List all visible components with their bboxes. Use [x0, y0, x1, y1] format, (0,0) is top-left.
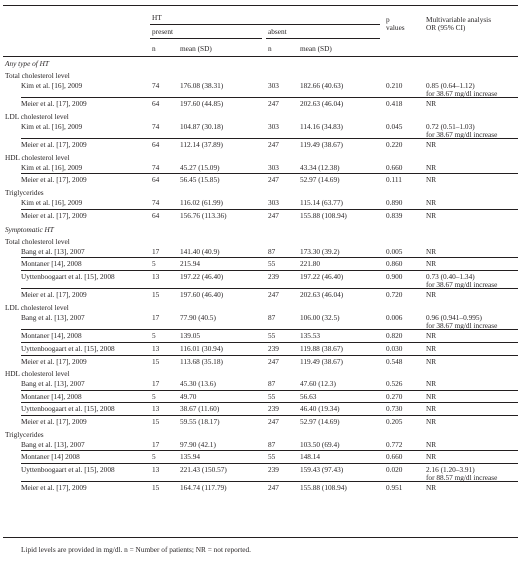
- absent-n-cell: 303: [268, 197, 279, 207]
- absent-mean-cell: 159.43 (97.43): [300, 464, 344, 474]
- absent-n-cell: 303: [268, 162, 279, 172]
- present-mean-cell: 116.02 (61.99): [180, 197, 223, 207]
- header-present-rule: [150, 38, 262, 39]
- odds-ratio-cell: NR: [426, 404, 437, 414]
- absent-n-cell: 247: [268, 140, 279, 150]
- present-mean-cell: 221.43 (150.57): [180, 464, 227, 474]
- row-separator: [21, 288, 518, 289]
- study-cell: Bang et al. [13], 2007: [21, 379, 85, 389]
- present-n-cell: 74: [152, 121, 160, 131]
- header-ht: HT: [152, 13, 162, 22]
- absent-mean-cell: 148.14: [300, 452, 321, 462]
- p-value-cell: 0.526: [386, 379, 403, 389]
- present-mean-cell: 45.27 (15.09): [180, 162, 220, 172]
- study-cell: Meier et al. [17], 2009: [21, 99, 87, 108]
- header-n-absent: n: [268, 44, 272, 53]
- p-value-cell: 0.860: [386, 259, 403, 269]
- header-absent: absent: [268, 27, 287, 36]
- p-value-cell: 0.418: [386, 99, 403, 108]
- absent-n-cell: 239: [268, 271, 279, 281]
- p-value-cell: 0.111: [386, 175, 402, 185]
- present-n-cell: 17: [152, 246, 160, 256]
- row-separator: [21, 402, 518, 403]
- odds-ratio-cell: NR: [426, 99, 437, 108]
- absent-mean-cell: 197.22 (46.40): [300, 271, 344, 281]
- present-n-cell: 5: [152, 259, 156, 269]
- present-n-cell: 15: [152, 417, 160, 426]
- present-mean-cell: 112.14 (37.89): [180, 140, 223, 150]
- present-n-cell: 13: [152, 271, 160, 281]
- present-mean-cell: 215.94: [180, 259, 201, 269]
- row-separator: [21, 450, 518, 451]
- present-n-cell: 17: [152, 312, 160, 322]
- odds-ratio-cell: NR: [426, 290, 437, 300]
- absent-mean-cell: 114.16 (34.83): [300, 121, 343, 131]
- header-absent-rule: [266, 38, 380, 39]
- absent-mean-cell: 221.80: [300, 259, 321, 269]
- absent-n-cell: 247: [268, 175, 279, 185]
- present-n-cell: 17: [152, 439, 160, 449]
- study-cell: Kim et al. [16], 2009: [21, 80, 83, 90]
- absent-mean-cell: 52.97 (14.69): [300, 175, 340, 185]
- present-mean-cell: 176.08 (38.31): [180, 80, 224, 90]
- odds-ratio-cell: 0.72 (0.51–1.03): [426, 121, 475, 131]
- present-mean-cell: 116.01 (30.94): [180, 344, 223, 353]
- header-multivariable-line2: OR (95% CI): [426, 23, 466, 32]
- variable-heading: Triglycerides: [5, 187, 44, 197]
- absent-n-cell: 247: [268, 356, 279, 366]
- odds-ratio-cell: 2.16 (1.20–3.91): [426, 464, 475, 474]
- absent-n-cell: 247: [268, 99, 279, 108]
- study-cell: Uyttenboogaart et al. [15], 2008: [21, 344, 115, 353]
- present-mean-cell: 59.55 (18.17): [180, 417, 220, 426]
- present-n-cell: 13: [152, 464, 160, 474]
- row-separator: [21, 257, 518, 258]
- p-value-cell: 0.890: [386, 197, 403, 207]
- present-n-cell: 74: [152, 80, 160, 90]
- present-n-cell: 15: [152, 356, 160, 366]
- study-cell: Meier et al. [17], 2009: [21, 483, 87, 493]
- absent-n-cell: 247: [268, 210, 279, 220]
- p-value-cell: 0.045: [386, 121, 403, 131]
- header-mean-present: mean (SD): [180, 44, 212, 53]
- absent-n-cell: 247: [268, 483, 279, 493]
- row-separator: [21, 138, 518, 139]
- p-value-cell: 0.020: [386, 464, 403, 474]
- p-value-cell: 0.006: [386, 312, 403, 322]
- absent-n-cell: 87: [268, 312, 276, 322]
- p-value-cell: 0.720: [386, 290, 403, 300]
- odds-ratio-cell: NR: [426, 140, 437, 150]
- p-value-cell: 0.030: [386, 344, 403, 353]
- p-value-cell: 0.660: [386, 452, 403, 462]
- odds-ratio-note-cell: for 38.67 mg/dl increase: [426, 279, 498, 289]
- variable-heading: HDL cholesterol level: [5, 369, 70, 379]
- present-n-cell: 64: [152, 99, 160, 108]
- absent-mean-cell: 202.63 (46.04): [300, 99, 344, 108]
- study-cell: Bang et al. [13], 2007: [21, 246, 85, 256]
- absent-mean-cell: 103.50 (69.4): [300, 439, 340, 449]
- header-mean-absent: mean (SD): [300, 44, 332, 53]
- header-present: present: [152, 27, 174, 36]
- odds-ratio-cell: NR: [426, 259, 437, 269]
- absent-n-cell: 239: [268, 404, 279, 414]
- present-mean-cell: 141.40 (40.9): [180, 246, 220, 256]
- absent-mean-cell: 56.63: [300, 391, 317, 401]
- present-mean-cell: 45.30 (13.6): [180, 379, 216, 389]
- present-mean-cell: 156.76 (113.36): [180, 210, 227, 220]
- study-cell: Uyttenboogaart et al. [15], 2008: [21, 404, 115, 414]
- odds-ratio-cell: NR: [426, 452, 437, 462]
- header-ht-rule: [150, 24, 380, 25]
- p-value-cell: 0.730: [386, 404, 403, 414]
- header-p-values-line2: values: [386, 23, 405, 32]
- odds-ratio-cell: NR: [426, 417, 437, 426]
- study-cell: Montaner [14], 2008: [21, 259, 82, 269]
- odds-ratio-cell: NR: [426, 210, 437, 220]
- odds-ratio-cell: NR: [426, 391, 437, 401]
- present-n-cell: 64: [152, 175, 160, 185]
- odds-ratio-cell: 0.96 (0.941–0.995): [426, 312, 482, 322]
- study-cell: Kim et al. [16], 2009: [21, 121, 83, 131]
- p-value-cell: 0.005: [386, 246, 403, 256]
- odds-ratio-cell: NR: [426, 379, 437, 389]
- variable-heading: Total cholesterol level: [5, 236, 70, 246]
- absent-n-cell: 55: [268, 331, 276, 341]
- absent-n-cell: 55: [268, 452, 276, 462]
- study-cell: Kim et al. [16], 2009: [21, 197, 83, 207]
- absent-mean-cell: 43.34 (12.38): [300, 162, 340, 172]
- variable-heading: HDL cholesterol level: [5, 152, 70, 162]
- study-cell: Montaner [14], 2008: [21, 331, 82, 341]
- study-cell: Montaner [14], 2008: [21, 391, 82, 401]
- present-mean-cell: 139.05: [180, 331, 201, 341]
- p-value-cell: 0.220: [386, 140, 403, 150]
- p-value-cell: 0.900: [386, 271, 403, 281]
- present-mean-cell: 164.74 (117.79): [180, 483, 227, 493]
- odds-ratio-cell: NR: [426, 331, 437, 341]
- study-cell: Kim et al. [16], 2009: [21, 162, 83, 172]
- odds-ratio-cell: 0.73 (0.40–1.34): [426, 271, 475, 281]
- p-value-cell: 0.820: [386, 331, 403, 341]
- absent-mean-cell: 119.88 (38.67): [300, 344, 343, 353]
- header-bottom-rule: [3, 56, 518, 57]
- present-n-cell: 64: [152, 210, 160, 220]
- present-mean-cell: 197.60 (46.40): [180, 290, 224, 300]
- absent-mean-cell: 119.49 (38.67): [300, 140, 343, 150]
- present-mean-cell: 197.60 (44.85): [180, 99, 224, 108]
- absent-n-cell: 247: [268, 417, 279, 426]
- study-cell: Meier et al. [17], 2009: [21, 417, 87, 426]
- absent-mean-cell: 182.66 (40.63): [300, 80, 344, 90]
- absent-n-cell: 247: [268, 290, 279, 300]
- absent-mean-cell: 202.63 (46.04): [300, 290, 344, 300]
- header-multivariable-line1: Multivariable analysis: [426, 15, 492, 24]
- absent-mean-cell: 173.30 (39.2): [300, 246, 340, 256]
- present-n-cell: 5: [152, 391, 156, 401]
- odds-ratio-note-cell: for 38.67 mg/dl increase: [426, 129, 498, 139]
- absent-mean-cell: 119.49 (38.67): [300, 356, 343, 366]
- absent-n-cell: 303: [268, 121, 279, 131]
- absent-mean-cell: 135.53: [300, 331, 321, 341]
- present-mean-cell: 104.87 (30.18): [180, 121, 224, 131]
- row-separator: [21, 355, 518, 356]
- absent-mean-cell: 47.60 (12.3): [300, 379, 336, 389]
- row-separator: [21, 270, 518, 271]
- present-mean-cell: 197.22 (46.40): [180, 271, 224, 281]
- absent-n-cell: 55: [268, 391, 276, 401]
- odds-ratio-note-cell: for 88.57 mg/dl increase: [426, 472, 498, 482]
- absent-n-cell: 239: [268, 464, 279, 474]
- odds-ratio-note-cell: for 38.67 mg/dl increase: [426, 320, 498, 330]
- study-cell: Montaner [14] 2008: [21, 452, 80, 462]
- absent-n-cell: 87: [268, 379, 276, 389]
- row-separator: [21, 329, 518, 330]
- odds-ratio-cell: NR: [426, 344, 437, 353]
- study-cell: Bang et al. [13], 2007: [21, 439, 85, 449]
- present-mean-cell: 56.45 (15.85): [180, 175, 220, 185]
- table-footnote: Lipid levels are provided in mg/dl. n = Number of patients; NR = not reported.: [21, 545, 251, 554]
- absent-mean-cell: 155.88 (108.94): [300, 483, 347, 493]
- study-cell: Bang et al. [13], 2007: [21, 312, 85, 322]
- row-separator: [21, 481, 518, 482]
- present-n-cell: 13: [152, 344, 160, 353]
- study-cell: Uyttenboogaart et al. [15], 2008: [21, 271, 115, 281]
- p-value-cell: 0.660: [386, 162, 403, 172]
- present-n-cell: 15: [152, 483, 160, 493]
- odds-ratio-cell: NR: [426, 356, 437, 366]
- row-separator: [21, 173, 518, 174]
- p-value-cell: 0.772: [386, 439, 403, 449]
- present-n-cell: 74: [152, 162, 160, 172]
- row-separator: [21, 97, 518, 98]
- table-top-rule: [3, 5, 518, 6]
- header-n-present: n: [152, 44, 156, 53]
- study-cell: Meier et al. [17], 2009: [21, 356, 87, 366]
- section-heading: Symptomatic HT: [5, 225, 54, 235]
- present-n-cell: 5: [152, 452, 156, 462]
- odds-ratio-cell: NR: [426, 439, 437, 449]
- present-n-cell: 5: [152, 331, 156, 341]
- present-n-cell: 17: [152, 379, 160, 389]
- odds-ratio-cell: NR: [426, 246, 437, 256]
- absent-mean-cell: 46.40 (19.34): [300, 404, 340, 414]
- variable-heading: Triglycerides: [5, 429, 44, 439]
- study-cell: Meier et al. [17], 2009: [21, 140, 87, 150]
- odds-ratio-note-cell: for 38.67 mg/dl increase: [426, 88, 498, 98]
- absent-mean-cell: 106.00 (32.5): [300, 312, 340, 322]
- absent-n-cell: 87: [268, 246, 276, 256]
- row-separator: [21, 415, 518, 416]
- variable-heading: Total cholesterol level: [5, 70, 70, 80]
- section-heading: Any type of HT: [5, 59, 49, 68]
- row-separator: [21, 390, 518, 391]
- present-mean-cell: 97.90 (42.1): [180, 439, 216, 449]
- study-cell: Meier et al. [17], 2009: [21, 210, 87, 220]
- p-value-cell: 0.548: [386, 356, 403, 366]
- odds-ratio-cell: NR: [426, 197, 437, 207]
- odds-ratio-cell: 0.85 (0.64–1.12): [426, 80, 475, 90]
- variable-heading: LDL cholesterol level: [5, 111, 69, 121]
- present-n-cell: 64: [152, 140, 160, 150]
- present-mean-cell: 135.94: [180, 452, 201, 462]
- absent-n-cell: 55: [268, 259, 276, 269]
- absent-n-cell: 239: [268, 344, 279, 353]
- row-separator: [21, 463, 518, 464]
- table-bottom-rule: [3, 537, 518, 538]
- p-value-cell: 0.951: [386, 483, 403, 493]
- header-p-values-line1: p: [386, 15, 390, 24]
- p-value-cell: 0.210: [386, 80, 403, 90]
- odds-ratio-cell: NR: [426, 175, 437, 185]
- p-value-cell: 0.205: [386, 417, 403, 426]
- odds-ratio-cell: NR: [426, 483, 437, 493]
- present-n-cell: 15: [152, 290, 160, 300]
- study-cell: Uyttenboogaart et al. [15], 2008: [21, 464, 115, 474]
- odds-ratio-cell: NR: [426, 162, 437, 172]
- present-mean-cell: 113.68 (35.18): [180, 356, 223, 366]
- absent-n-cell: 87: [268, 439, 276, 449]
- absent-mean-cell: 115.14 (63.77): [300, 197, 343, 207]
- absent-mean-cell: 52.97 (14.69): [300, 417, 340, 426]
- p-value-cell: 0.839: [386, 210, 403, 220]
- row-separator: [21, 209, 518, 210]
- variable-heading: LDL cholesterol level: [5, 302, 69, 312]
- absent-mean-cell: 155.88 (108.94): [300, 210, 347, 220]
- present-n-cell: 13: [152, 404, 160, 414]
- present-mean-cell: 49.70: [180, 391, 197, 401]
- p-value-cell: 0.270: [386, 391, 403, 401]
- present-mean-cell: 38.67 (11.60): [180, 404, 220, 414]
- absent-n-cell: 303: [268, 80, 279, 90]
- study-cell: Meier et al. [17], 2009: [21, 290, 87, 300]
- row-separator: [21, 342, 518, 343]
- study-cell: Meier et al. [17], 2009: [21, 175, 87, 185]
- present-mean-cell: 77.90 (40.5): [180, 312, 216, 322]
- present-n-cell: 74: [152, 197, 160, 207]
